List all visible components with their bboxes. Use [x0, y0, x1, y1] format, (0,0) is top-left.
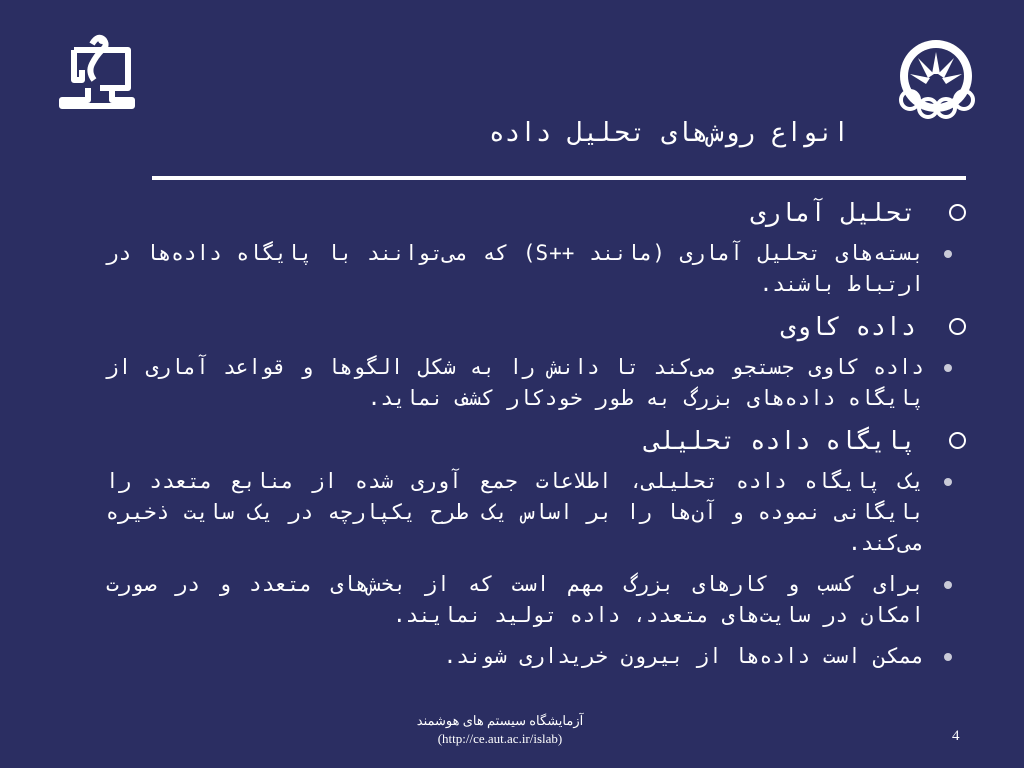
bullet-item	[106, 641, 966, 672]
bullet-item	[106, 352, 966, 414]
bullet-text: بسته‌های تحلیل آماری (مانند ++S) که می‌توانند با پایگاه داده‌ها در ارتباط باشند.	[106, 241, 924, 296]
hollow-bullet-icon	[949, 204, 966, 221]
bullet-item	[106, 466, 966, 559]
bullet-dot-icon	[944, 653, 952, 661]
bullet-text: برای کسب و کارهای بزرگ مهم است که از بخش‌های متعدد و در صورت امکان در سایت‌های متعدد، داده تولید نمایند.	[106, 572, 924, 627]
hollow-bullet-icon	[949, 318, 966, 335]
section-heading	[106, 310, 966, 344]
page-number: 4	[952, 728, 960, 744]
university-emblem-icon	[888, 34, 984, 126]
bullet-text: داده کاوی جستجو می‌کند تا دانش را به شکل الگوها و قواعد آماری از پایگاه داده‌های بزرگ به طور خودکار کشف نماید.	[106, 355, 924, 410]
bullet-dot-icon	[944, 478, 952, 486]
title-divider	[152, 176, 966, 180]
bullet-item	[106, 569, 966, 631]
section-heading	[106, 196, 966, 230]
bullet-text: ممکن است داده‌ها از بیرون خریداری شوند.	[443, 644, 924, 668]
section-heading	[106, 424, 966, 458]
section-heading-text: داده کاوی	[780, 312, 916, 341]
slide-footer	[330, 712, 670, 748]
footer-url: (http://ce.aut.ac.ir/islab)	[437, 731, 563, 746]
bullet-dot-icon	[944, 581, 952, 589]
hollow-bullet-icon	[949, 432, 966, 449]
bullet-dot-icon	[944, 250, 952, 258]
footer-lab-name: آزمایشگاه سیستم های هوشمند	[416, 713, 584, 728]
bullet-dot-icon	[944, 364, 952, 372]
section-heading-text: تحلیل آماری	[750, 198, 916, 227]
slide-body	[106, 190, 966, 682]
bullet-text: یک پایگاه داده تحلیلی، اطلاعات جمع آوری شده از منابع متعدد را بایگانی نموده و آن‌ها را بر اساس یک طرح یکپارچه در یک سایت ذخیره می‌کند.	[106, 469, 924, 555]
bullet-item	[106, 238, 966, 300]
computer-user-logo-icon	[52, 30, 140, 114]
section-heading-text: پایگاه داده تحلیلی	[645, 426, 916, 455]
slide-title: انواع روش‌های تحلیل داده	[488, 118, 849, 148]
